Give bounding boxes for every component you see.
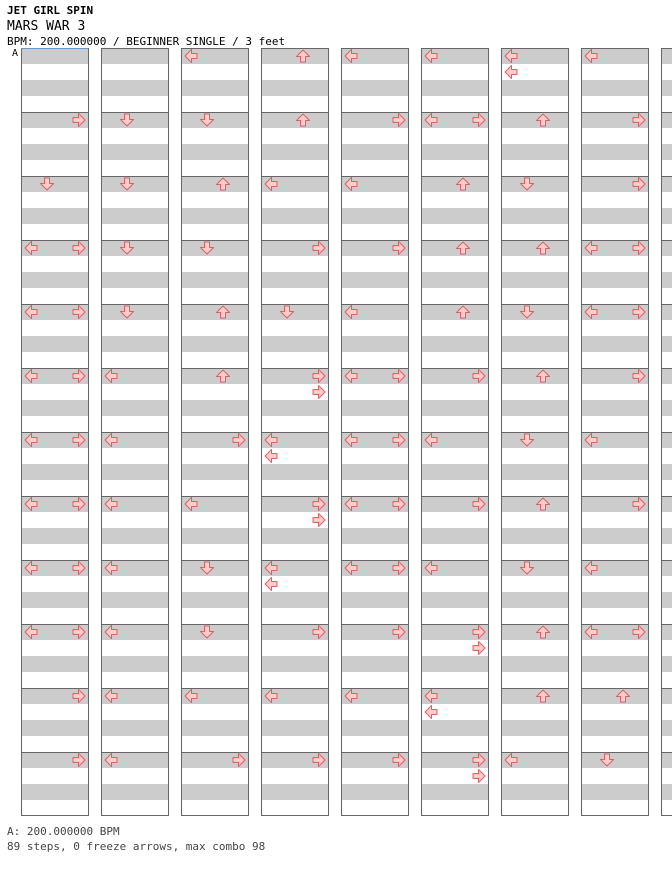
beat-band (581, 272, 649, 288)
beat-band (261, 784, 329, 800)
beat-band (501, 112, 569, 128)
beat-band (181, 656, 249, 672)
beat-band (341, 336, 409, 352)
beat-band (21, 272, 89, 288)
beat-band (581, 752, 649, 768)
beat-band (501, 368, 569, 384)
beat-band (501, 144, 569, 160)
beat-band (181, 720, 249, 736)
beat-band (661, 784, 672, 800)
beat-band (501, 176, 569, 192)
beat-band (21, 592, 89, 608)
beat-band (21, 48, 89, 64)
step-stats: 89 steps, 0 freeze arrows, max combo 98 (7, 840, 266, 853)
beat-band (501, 272, 569, 288)
chart-column (661, 48, 672, 816)
beat-band (661, 560, 672, 576)
chart-column (501, 48, 569, 816)
beat-band (501, 592, 569, 608)
beat-band (661, 688, 672, 704)
beat-band (101, 336, 169, 352)
beat-band (581, 208, 649, 224)
beat-band (261, 720, 329, 736)
beat-band (21, 208, 89, 224)
beat-band (261, 112, 329, 128)
beat-band (101, 240, 169, 256)
beat-band (181, 784, 249, 800)
beat-band (661, 368, 672, 384)
beat-band (101, 144, 169, 160)
beat-band (21, 176, 89, 192)
beat-band (501, 528, 569, 544)
chart-column (421, 48, 489, 816)
beat-band (261, 592, 329, 608)
beat-band (341, 208, 409, 224)
beat-band (421, 720, 489, 736)
beat-band (101, 592, 169, 608)
beat-band (181, 144, 249, 160)
beat-band (341, 592, 409, 608)
beat-band (421, 784, 489, 800)
beat-band (341, 272, 409, 288)
beat-band (421, 208, 489, 224)
beat-band (341, 528, 409, 544)
beat-band (181, 176, 249, 192)
song-subtitle: MARS WAR 3 (7, 19, 86, 34)
beat-band (581, 80, 649, 96)
beat-band (21, 400, 89, 416)
beat-band (661, 432, 672, 448)
beat-band (501, 560, 569, 576)
beat-band (501, 784, 569, 800)
beat-band (501, 304, 569, 320)
bpm-difficulty-line: BPM: 200.000000 / BEGINNER SINGLE / 3 feet (7, 35, 286, 48)
beat-band (661, 752, 672, 768)
beat-band (181, 112, 249, 128)
beat-band (661, 144, 672, 160)
beat-band (261, 80, 329, 96)
beat-band (261, 304, 329, 320)
beat-band (101, 464, 169, 480)
beat-band (501, 80, 569, 96)
beat-band (181, 304, 249, 320)
beat-band (661, 208, 672, 224)
beat-band (661, 400, 672, 416)
beat-band (501, 496, 569, 512)
beat-band (661, 464, 672, 480)
beat-band (261, 208, 329, 224)
beat-band (421, 304, 489, 320)
beat-band (21, 720, 89, 736)
beat-band (421, 272, 489, 288)
beat-band (421, 464, 489, 480)
beat-band (501, 688, 569, 704)
beat-band (181, 272, 249, 288)
beat-band (181, 464, 249, 480)
beat-band (341, 720, 409, 736)
beat-band (341, 400, 409, 416)
beat-band (261, 272, 329, 288)
beat-band (501, 624, 569, 640)
beat-band (101, 400, 169, 416)
beat-band (181, 240, 249, 256)
beat-band (421, 144, 489, 160)
chart-column (101, 48, 169, 816)
beat-band (341, 144, 409, 160)
beat-band (581, 688, 649, 704)
bpm-summary: A: 200.000000 BPM (7, 825, 120, 838)
beat-band (421, 592, 489, 608)
beat-band (661, 592, 672, 608)
chart-column (261, 48, 329, 816)
beat-band (501, 464, 569, 480)
beat-band (101, 272, 169, 288)
beat-band (581, 336, 649, 352)
beat-band (661, 304, 672, 320)
beat-band (101, 208, 169, 224)
bpm-marker-label: A (12, 48, 19, 59)
beat-band (181, 368, 249, 384)
beat-band (661, 496, 672, 512)
beat-band (421, 656, 489, 672)
chart-column (181, 48, 249, 816)
beat-band (261, 464, 329, 480)
chart-column (21, 48, 89, 816)
beat-band (181, 400, 249, 416)
beat-band (661, 624, 672, 640)
beat-band (661, 240, 672, 256)
beat-band (181, 336, 249, 352)
chart-column (341, 48, 409, 816)
beat-band (21, 656, 89, 672)
beat-band (261, 144, 329, 160)
beat-band (181, 624, 249, 640)
beat-band (21, 528, 89, 544)
beat-band (341, 80, 409, 96)
beat-band (661, 720, 672, 736)
beat-band (501, 432, 569, 448)
beat-band (421, 176, 489, 192)
beat-band (581, 720, 649, 736)
beat-band (581, 400, 649, 416)
beat-band (661, 80, 672, 96)
beat-band (21, 80, 89, 96)
beat-band (181, 560, 249, 576)
beat-band (581, 528, 649, 544)
beat-band (181, 528, 249, 544)
beat-band (501, 720, 569, 736)
beat-band (101, 80, 169, 96)
beat-band (21, 784, 89, 800)
beat-band (501, 400, 569, 416)
beat-band (181, 592, 249, 608)
beat-band (661, 48, 672, 64)
beat-band (21, 464, 89, 480)
beat-band (581, 784, 649, 800)
beat-band (661, 656, 672, 672)
beat-band (101, 304, 169, 320)
beat-band (501, 240, 569, 256)
song-title: JET GIRL SPIN (7, 4, 94, 17)
beat-band (181, 80, 249, 96)
beat-band (101, 784, 169, 800)
beat-band (101, 176, 169, 192)
beat-band (661, 528, 672, 544)
beat-band (21, 336, 89, 352)
beat-band (421, 400, 489, 416)
beat-band (421, 80, 489, 96)
beat-band (501, 336, 569, 352)
beat-band (581, 592, 649, 608)
beat-band (261, 48, 329, 64)
beat-band (101, 48, 169, 64)
beat-band (101, 720, 169, 736)
beat-band (341, 464, 409, 480)
beat-band (341, 784, 409, 800)
beat-band (181, 208, 249, 224)
beat-band (421, 336, 489, 352)
beat-band (661, 336, 672, 352)
beat-band (261, 400, 329, 416)
beat-band (501, 656, 569, 672)
beat-band (581, 464, 649, 480)
beat-band (661, 112, 672, 128)
beat-band (261, 336, 329, 352)
beat-band (581, 144, 649, 160)
beat-band (261, 656, 329, 672)
beat-band (661, 272, 672, 288)
beat-band (581, 656, 649, 672)
beat-band (101, 528, 169, 544)
beat-band (421, 240, 489, 256)
beat-band (501, 208, 569, 224)
beat-band (661, 176, 672, 192)
beat-band (101, 656, 169, 672)
chart-column (581, 48, 649, 816)
beat-band (21, 144, 89, 160)
beat-band (101, 112, 169, 128)
beat-band (261, 528, 329, 544)
beat-band (341, 656, 409, 672)
beat-band (421, 528, 489, 544)
